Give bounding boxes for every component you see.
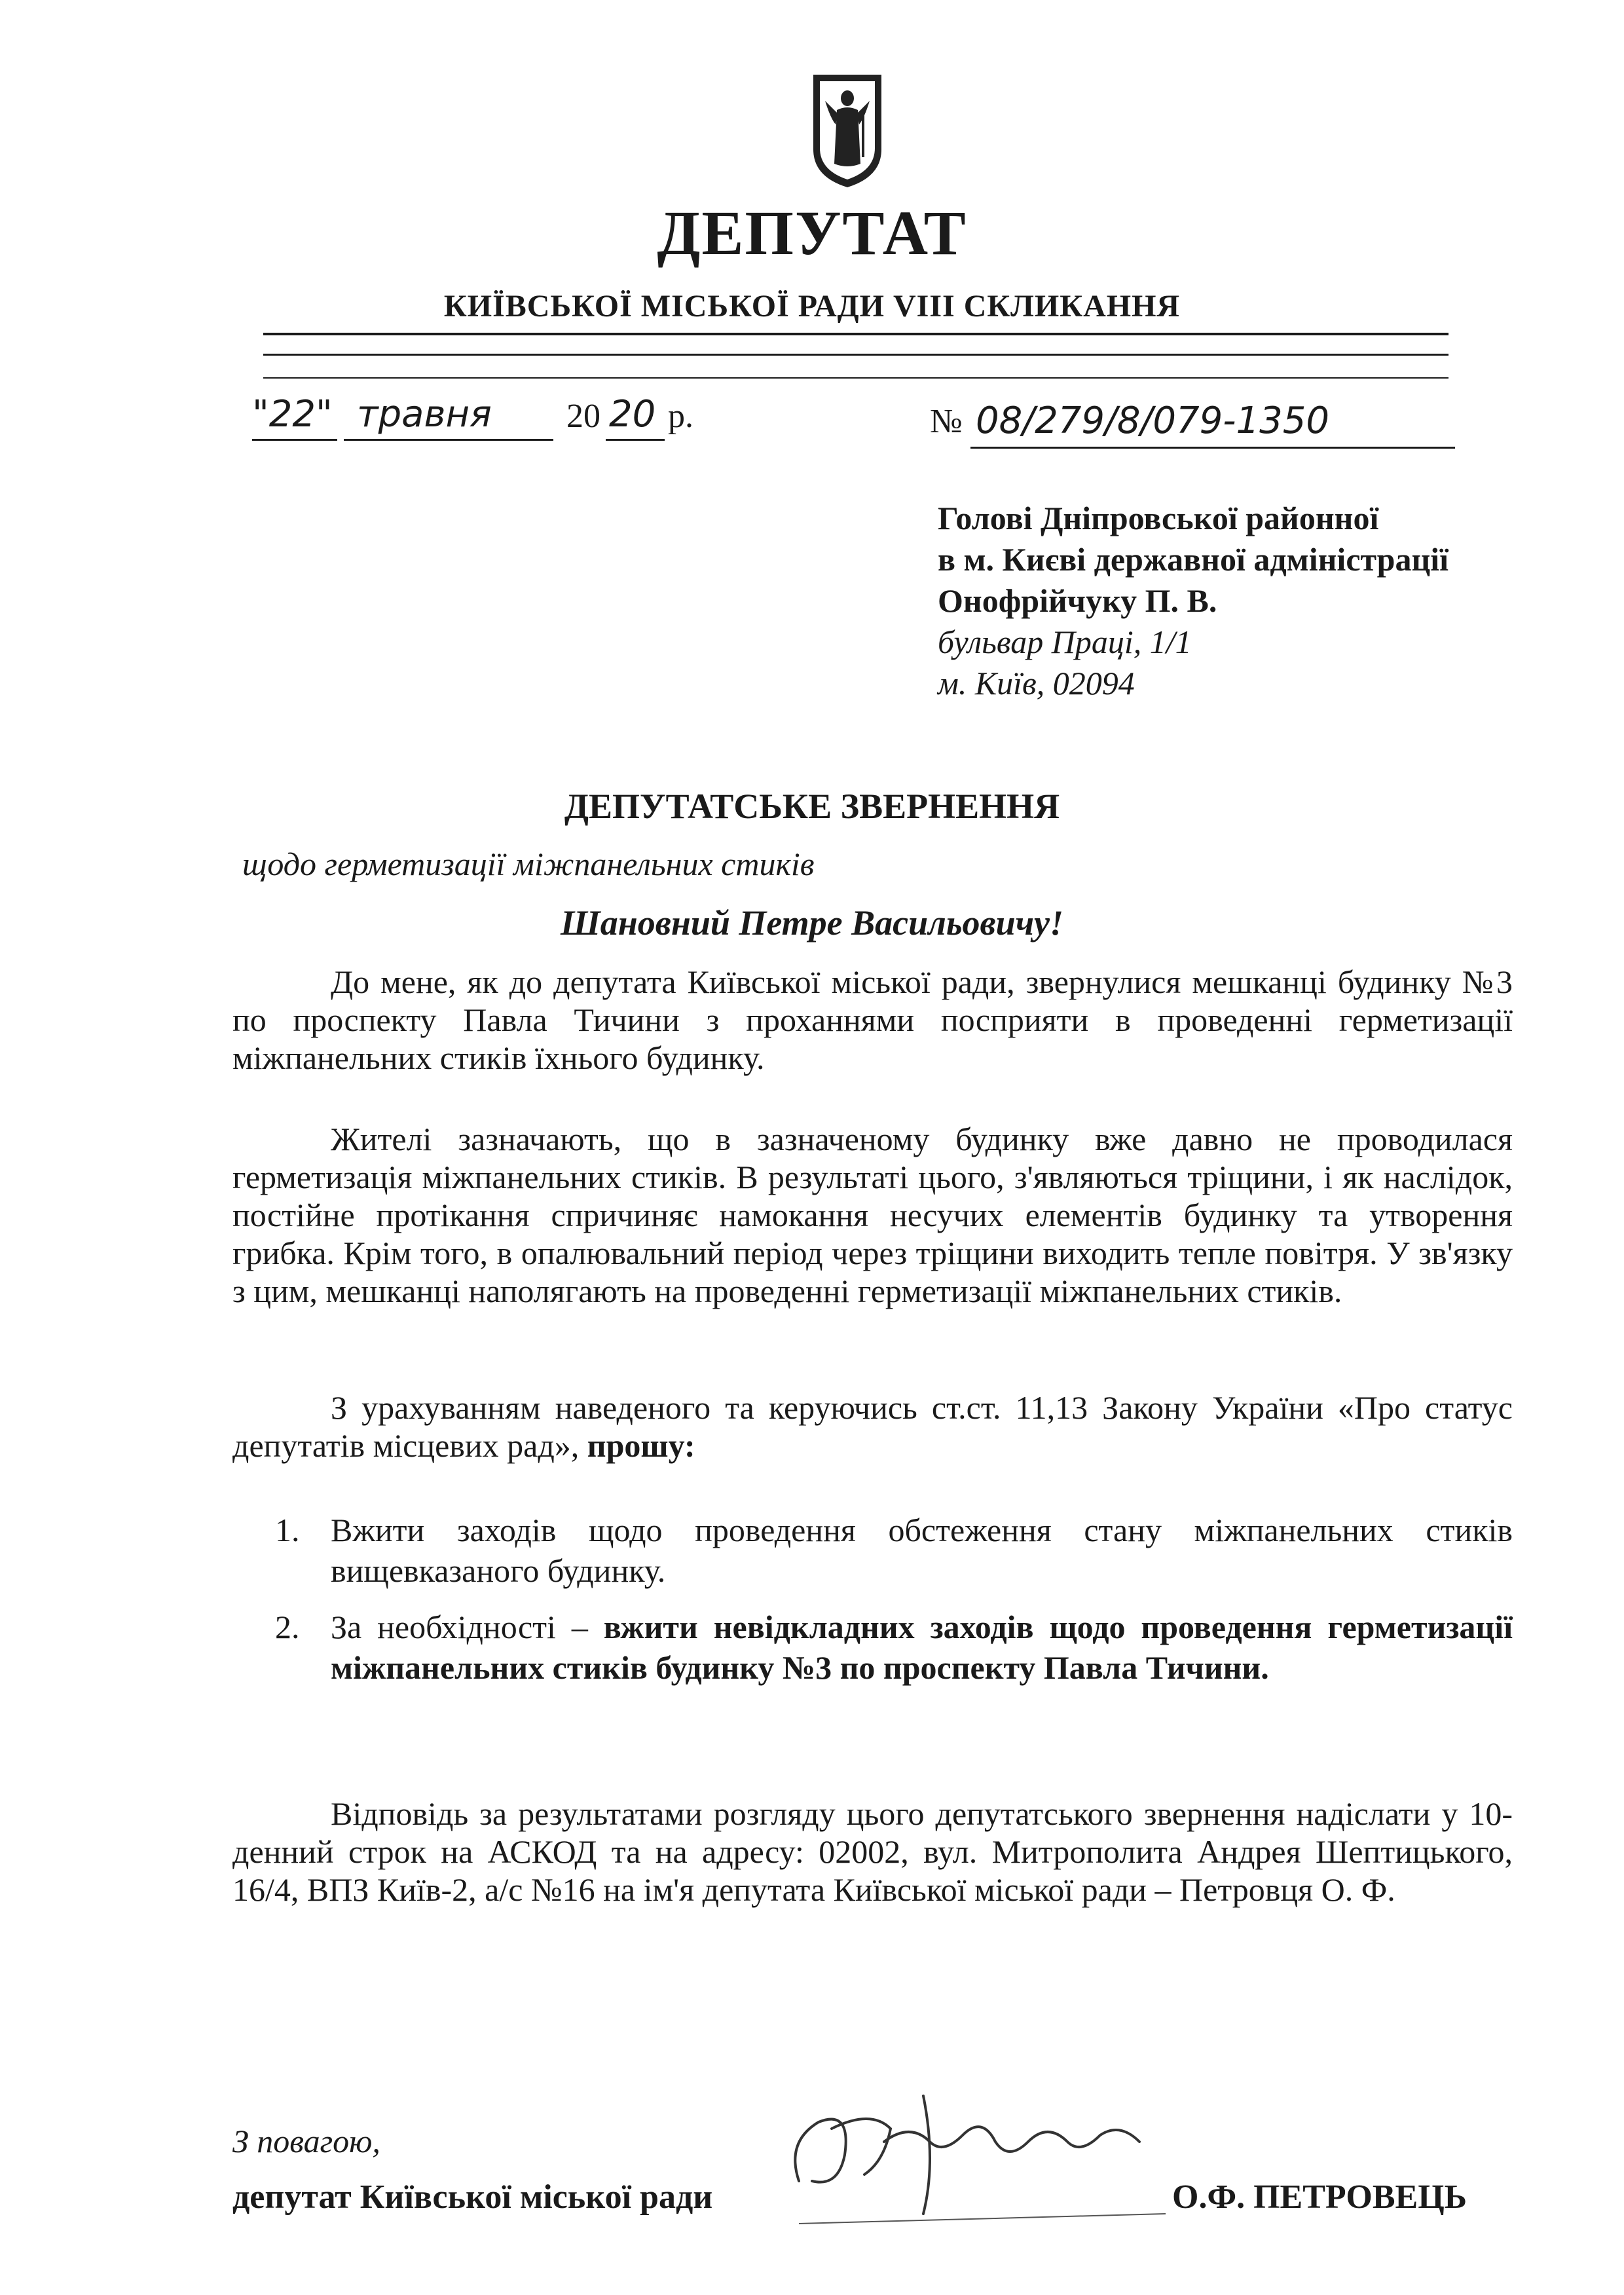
recipient-block	[938, 498, 1449, 704]
request-keyword: прошу:	[587, 1427, 695, 1464]
document-subject: щодо герметизації міжпанельних стиків	[242, 846, 815, 882]
body-paragraph: Жителі зазначають, що в зазначеному будинку вже давно не проводилася герметизація міжпанельних стиків. В результаті цього, з'являються тріщини, і як наслідок, постійне протікання спричиняє намокання несучих елементів будинку та утворення грибка. Крім того, в опалювальний період через тріщини виходить тепле повітря. У зв'язку з цим, мешканці наполягають на проведенні герметизації міжпанельних стиків.	[232, 1121, 1513, 1309]
response-paragraph: Відповідь за результатами розгляду цього депутатського звернення надіслати у 10-денний строк на АСКОД та на адресу: 02002, вул. Митрополита Андрея Шептицького, 16/4, ВПЗ Київ-2, а/с №16 на ім'я депутата Київської міської ради – Петровця О. Ф.	[232, 1795, 1513, 1908]
closing: З повагою,	[232, 2123, 380, 2159]
date-year-suffix: 20	[609, 393, 656, 436]
letterhead-title: ДЕПУТАТ	[657, 198, 967, 268]
date-year-prefix: 20	[566, 398, 600, 435]
list-item-text: За необхідності –	[331, 1609, 588, 1645]
list-item	[275, 1510, 1513, 1591]
recipient-city: м. Київ, 02094	[938, 665, 1135, 701]
handwritten-signature-icon	[773, 2083, 1179, 2233]
kyiv-coat-of-arms-icon	[811, 72, 884, 190]
date-line	[252, 393, 710, 452]
reference-value: 08/279/8/079-1350	[976, 400, 1329, 442]
document-heading: ДЕПУТАТСЬКЕ ЗВЕРНЕННЯ	[564, 787, 1060, 826]
list-item-emphasis: вжити невідкладних заходів щодо проведення герметизації міжпанельних стиків будинку №3 по проспекту Павла Тичини.	[331, 1609, 1513, 1686]
list-item-number: 1.	[275, 1512, 300, 1548]
letterhead-subtitle: КИЇВСЬКОЇ МІСЬКОЇ РАДИ VIII СКЛИКАННЯ	[443, 289, 1181, 324]
list-item	[275, 1607, 1513, 1688]
recipient-name: Онофрійчуку П. В.	[938, 582, 1217, 619]
signer-title: депутат Київської міської ради	[232, 2178, 713, 2216]
signer-name: О.Ф. ПЕТРОВЕЦЬ	[1172, 2178, 1467, 2216]
reference-number	[930, 400, 1467, 458]
reference-prefix: №	[930, 403, 963, 440]
letterhead-divider	[263, 333, 1449, 335]
recipient-line: Голові Дніпровської районної	[938, 500, 1379, 536]
date-month: травня	[357, 393, 492, 436]
recipient-street: бульвар Праці, 1/1	[938, 624, 1192, 660]
body-paragraph-text: З урахуванням наведеного та керуючись ст.ст. 11,13 Закону України «Про статус депутатів місцевих рад»,	[232, 1389, 1513, 1464]
letterhead-divider	[263, 377, 1449, 379]
recipient-line: в м. Києві державної адміністрації	[938, 541, 1449, 578]
letterhead-divider	[263, 354, 1449, 356]
list-item-text: Вжити заходів щодо проведення обстеження стану міжпанельних стиків вищевказаного будинку.	[331, 1512, 1513, 1589]
body-paragraph: До мене, як до депутата Київської міської ради, звернулися мешканці будинку №3 по проспекту Павла Тичини з проханнями посприяти в проведенні герметизації міжпанельних стиків їхнього будинку.	[232, 963, 1513, 1076]
salutation: Шановний Петре Васильовичу!	[560, 903, 1064, 942]
date-year-unit: р.	[668, 398, 693, 435]
list-item-number: 2.	[275, 1609, 300, 1645]
body-paragraph	[232, 1389, 1513, 1465]
date-day: "22"	[252, 393, 333, 436]
request-list	[275, 1510, 1513, 1704]
